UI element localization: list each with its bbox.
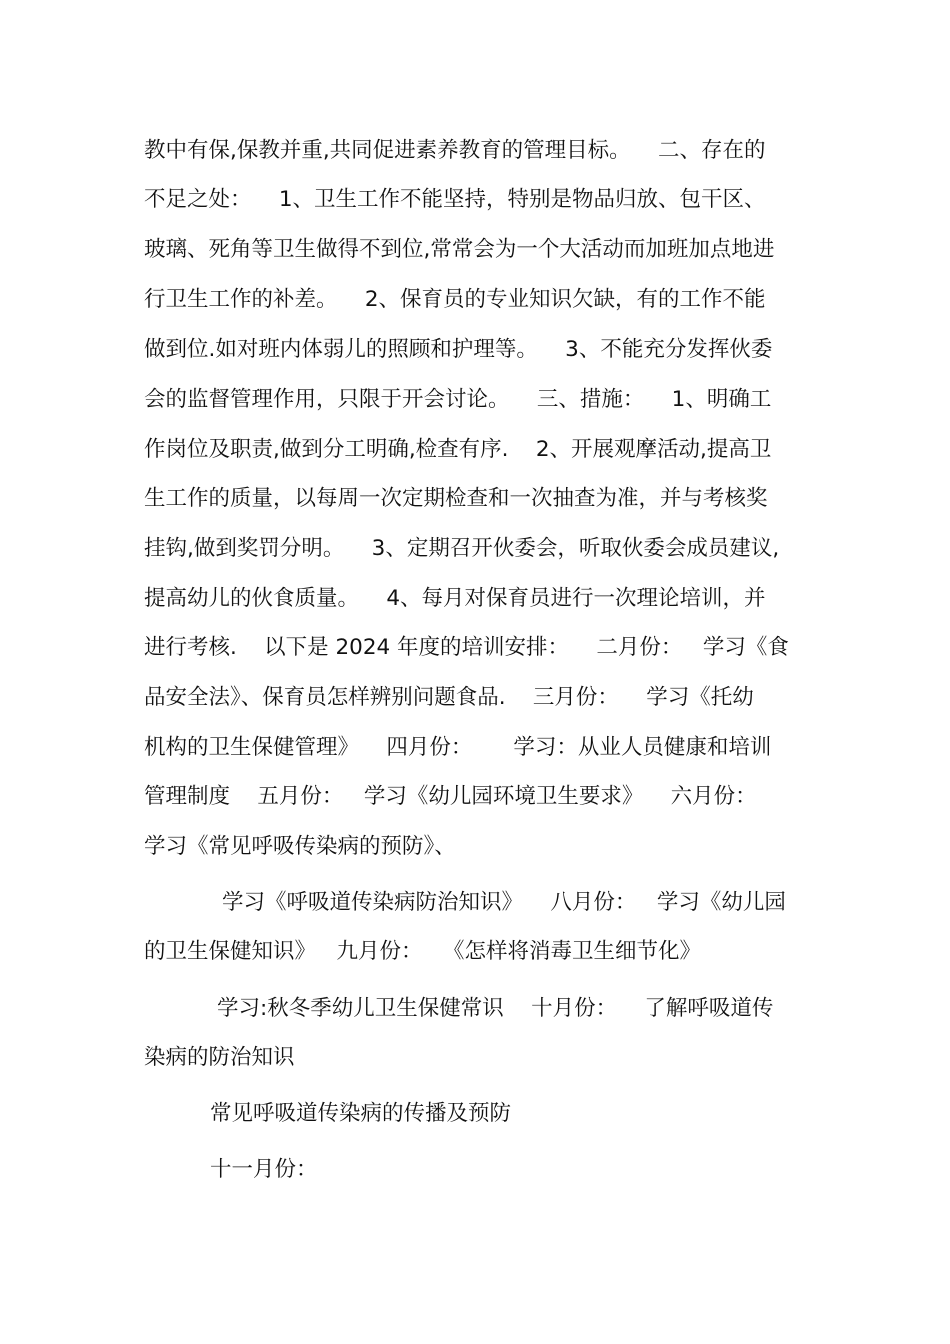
text-line: 进行考核. 以下是 2024 年度的培训安排： 二月份： 学习《食 (144, 635, 789, 660)
text-line: 提高幼儿的伙食质量。 4、每月对保育员进行一次理论培训，并 (144, 586, 766, 611)
text-line: 机构的卫生保健管理》 四月份： 学习：从业人员健康和培训 (144, 735, 772, 760)
text-line: 学习《常见呼吸传染病的预防》、 (144, 834, 456, 859)
text-line: 染病的防治知识 (144, 1045, 295, 1070)
text-line: 不足之处： 1、卫生工作不能坚持，特别是物品归放、包干区、 (144, 187, 766, 212)
text-line: 学习《呼吸道传染病防治知识》 八月份： 学习《幼儿园 (222, 890, 786, 915)
text-line: 做到位.如对班内体弱儿的照顾和护理等。 3、不能充分发挥伙委 (144, 337, 773, 362)
text-line: 品安全法》、保育员怎样辨别问题食品. 三月份： 学习《托幼 (144, 685, 754, 710)
text-line: 会的监督管理作用，只限于开会讨论。 三、措施： 1、明确工 (144, 387, 772, 412)
text-line: 玻璃、死角等卫生做得不到位,常常会为一个大活动而加班加点地进 (144, 237, 775, 262)
text-line: 挂钩,做到奖罚分明。 3、定期召开伙委会，听取伙委会成员建议, (144, 536, 780, 561)
text-line: 学习:秋冬季幼儿卫生保健常识 十月份： 了解呼吸道传 (217, 996, 774, 1021)
text-line: 教中有保,保教并重,共同促进素养教育的管理目标。 二、存在的 (144, 138, 766, 163)
text-line: 的卫生保健知识》 九月份： 《怎样将消毒卫生细节化》 (144, 939, 702, 964)
month-label: 十一月份： (210, 1157, 318, 1182)
section-heading: 常见呼吸道传染病的传播及预防 (210, 1101, 512, 1126)
text-line: 作岗位及职责,做到分工明确,检查有序. 2、开展观摩活动,提高卫 (144, 437, 772, 462)
text-line: 生工作的质量，以每周一次定期检查和一次抽查为准，并与考核奖 (144, 486, 768, 511)
text-line: 管理制度 五月份： 学习《幼儿园环境卫生要求》 六月份： (144, 784, 757, 809)
text-line: 行卫生工作的补差。 2、保育员的专业知识欠缺，有的工作不能 (144, 287, 766, 312)
